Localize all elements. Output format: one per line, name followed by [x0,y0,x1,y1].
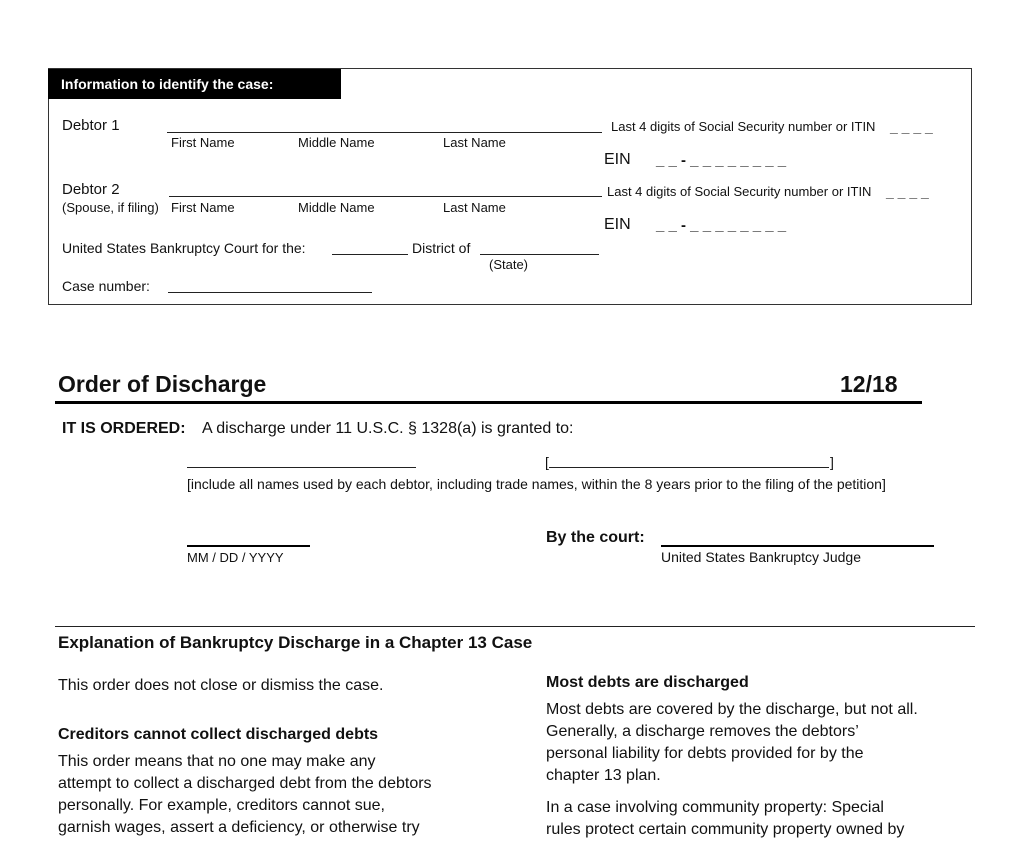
case-number-field-line[interactable] [168,292,372,293]
date-caption: MM / DD / YYYY [187,550,284,565]
by-court-label: By the court: [546,529,645,546]
debtor2-ein-blanks[interactable]: _ _ - _ _ _ _ _ _ _ _ [656,217,787,234]
right-paragraph [546,699,966,787]
case-info-header: Information to identify the case: [48,69,341,99]
debtor2-label: Debtor 2 [62,181,120,198]
debtor2-middle-name-caption: Middle Name [298,200,375,215]
debtor1-ein-blanks[interactable]: _ _ - _ _ _ _ _ _ _ _ [656,152,787,169]
judge-signature-line[interactable] [661,545,934,547]
explanation-rule [55,626,975,627]
debtor-name-line[interactable] [187,467,416,468]
title-rule [55,401,922,404]
court-label: United States Bankruptcy Court for the: [62,240,306,256]
page-title: Order of Discharge [58,371,267,397]
debtor1-name-line[interactable] [167,132,602,133]
left-line: This order means that no one may make any [58,753,376,770]
right-line: chapter 13 plan. [546,767,661,784]
debtor1-last-name-caption: Last Name [443,135,506,150]
right-line: Generally, a discharge removes the debtors’ [546,723,859,740]
debtor2-name-line[interactable] [169,196,602,197]
state-caption: (State) [489,257,529,272]
right-line: personal liability for debts provided for by the [546,745,864,762]
judge-caption: United States Bankruptcy Judge [661,549,862,565]
debtor1-ssn-blanks[interactable]: _ _ _ _ [890,119,933,135]
debtor2-last-name-caption: Last Name [443,200,506,215]
bracket-name-line[interactable] [549,467,829,468]
explanation-title: Explanation of Bankruptcy Discharge in a Chapter 13 Case [58,633,533,652]
bracket-open: [ [545,454,549,470]
bracket-close: ] [830,454,834,470]
district-label: District of [412,240,471,256]
case-number-label: Case number: [62,278,150,294]
right-paragraph-2 [546,797,966,841]
right-heading: Most debts are discharged [546,674,749,691]
debtor1-first-name-caption: First Name [171,135,235,150]
ordered-lead: IT IS ORDERED: [62,420,186,437]
debtor2-ein-label: EIN [604,216,631,233]
district-field-line[interactable] [480,254,599,255]
left-intro: This order does not close or dismiss the case. [58,677,384,694]
debtor1-ein-label: EIN [604,151,631,168]
debtor1-ssn-label: Last 4 digits of Social Security number or ITIN [611,119,876,134]
debtor2-ssn-blanks[interactable]: _ _ _ _ [886,184,929,200]
debtor1-middle-name-caption: Middle Name [298,135,375,150]
date-line[interactable] [187,545,310,547]
debtor2-spouse-note: (Spouse, if filing) [62,200,159,215]
left-line: personally. For example, creditors cannot sue, [58,797,385,814]
court-field-line[interactable] [332,254,408,255]
debtor2-first-name-caption: First Name [171,200,235,215]
names-note: [include all names used by each debtor, including trade names, within the 8 years prior to the filing of the petition] [187,476,886,492]
left-heading: Creditors cannot collect discharged debts [58,726,379,743]
right-line: Most debts are covered by the discharge, but not all. [546,701,918,718]
right-line: In a case involving community property: Special [546,799,884,816]
debtor1-label: Debtor 1 [62,117,120,134]
left-line: garnish wages, assert a deficiency, or otherwise try [58,819,420,836]
left-line: attempt to collect a discharged debt from the debtors [58,775,432,792]
right-line: rules protect certain community property owned by [546,821,905,838]
debtor2-ssn-label: Last 4 digits of Social Security number or ITIN [607,184,872,199]
ordered-text: A discharge under 11 U.S.C. § 1328(a) is granted to: [202,420,574,437]
form-number: 12/18 [840,371,898,397]
left-paragraph [58,751,498,839]
